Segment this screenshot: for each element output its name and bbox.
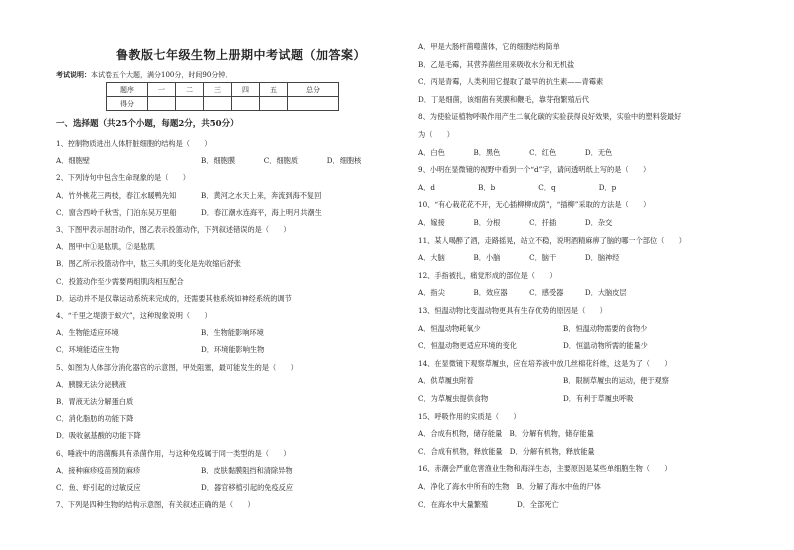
score-table-score-row [107, 97, 339, 111]
page-title: 鲁教版七年级生物上册期中考试题（加答案） [115, 48, 366, 62]
option-line [56, 207, 322, 218]
option-line [418, 323, 648, 334]
option-line [56, 156, 362, 166]
question-stem: 2、下列诗句中包含生命现象的是（ ） [56, 173, 190, 183]
question-line: 为（ ） [418, 130, 454, 139]
option-line [56, 328, 264, 338]
question-line: B．图乙所示投篮动作中，肱三头肌的变化是先收缩后舒张 [56, 259, 241, 269]
question-stem: 7、下列是四种生物的结构示意图，有关叙述正确的是（ ） [56, 500, 255, 510]
question-line: A．甲是大肠杆菌噬菌体，它的细胞结构简单 [418, 42, 560, 51]
score-cell-empty[interactable] [232, 97, 260, 111]
question-line: A．白色 B．黑色 C．红色 D．无色 [418, 147, 613, 157]
question-stem: 11、某人喝醉了酒，走路摇晃，站立不稳，说明酒精麻痹了脑的哪一个部位（ ） [418, 235, 686, 245]
option-text: D．有利于草履虫呼吸 [563, 394, 634, 403]
option-text: D．恒温动物所需的能量少 [563, 341, 648, 351]
score-cell: 二 [176, 83, 204, 97]
question-line: D．运动并不是仅靠运动系统来完成的，还需要其他系统如神经系统的调节 [56, 293, 292, 303]
question-stem: 14、在显微镜下观察草履虫，应在培养液中放几丝棉花纤维，这是为了（ ） [418, 358, 672, 368]
question-line: C．合成有机物，释放能量 D．分解有机物，释放能量 [418, 446, 595, 456]
score-cell-empty[interactable] [204, 97, 232, 111]
exam-note-label: 考试说明： [56, 70, 91, 79]
score-cell-empty[interactable] [176, 97, 204, 111]
section-heading: 一、选择题（共25个小题，每题2分，共50分） [56, 119, 239, 129]
option-text: B．生物能影响环境 [201, 328, 264, 338]
option-text: A．恒温动物耗氧少 [418, 323, 481, 333]
question-stem: 10、“有心栽花花不开，无心插柳柳成荫”，“插柳”采取的方法是（ ） [418, 200, 651, 210]
option-line [56, 483, 294, 493]
question-stem: 9、小明在显微镜的视野中看到一个“d”字，请问透明纸上写的是（ ） [418, 165, 651, 175]
question-line: A．合成有机物，储存能量 B．分解有机物，储存能量 [418, 429, 594, 439]
option-text: A．生物能适应环境 [56, 328, 119, 338]
question-stem: 16、赤潮会严重危害渔业生物和海洋生态，主要原因是某些单细胞生物（ ） [418, 464, 672, 474]
score-table [106, 82, 339, 111]
option-text: C．环境能适应生物 [56, 345, 120, 355]
score-cell: 一 [148, 83, 176, 97]
exam-note [56, 70, 232, 80]
question-line: A．净化了海水中所有的生物 B．分解了海水中鱼的尸体 [418, 482, 601, 491]
question-line: A．指尖 B．效应器 C．感受器 D．大脑皮层 [418, 288, 627, 298]
option-line [56, 190, 322, 201]
score-cell: 四 [232, 83, 260, 97]
option-text: A．细胞壁 [56, 156, 90, 166]
question-line: B．乙是毛霉，其营养菌丝用来吸收水分和无机盐 [418, 59, 575, 69]
option-line [56, 465, 293, 476]
question-stem: 5、如图为人体部分消化器官的示意图，甲处阻塞，最可能发生的是（ ） [56, 362, 298, 372]
question-line: A．大脑 B．小脑 C．脑干 D．脑神经 [418, 253, 620, 263]
question-stem: 1、控制物质进出人体肝脏细胞的结构是（ ） [56, 139, 212, 148]
question-line: A．胰腺无法分泌胰液 [56, 379, 126, 389]
question-stem: 3、下图甲表示屈肘动作，图乙表示投篮动作，下列叙述错误的是（ ） [56, 225, 291, 234]
score-cell: 三 [204, 83, 232, 97]
option-text: C．鱼、虾引起的过敏反应 [56, 483, 141, 492]
score-cell-empty[interactable] [260, 97, 288, 111]
option-text: B．细胞膜 C．细胞质 D．细胞核 [201, 156, 362, 166]
question-stem: 12、手指被扎，痛觉形成的部位是（ ） [418, 270, 557, 280]
question-stem: 15、呼吸作用的实质是（ ） [418, 411, 521, 421]
option-text: A．竹外桃花三两枝，春江水暖鸭先知 [56, 190, 177, 200]
question-line: C．丙是青霉，人类利用它提取了最早的抗生素——青霉素 [418, 77, 604, 87]
option-text: B．黄河之水天上来，奔流到海不复回 [201, 190, 322, 200]
score-cell: 五 [260, 83, 288, 97]
exam-note-text: 本试卷五个大题，满分100分，时间90分钟． [91, 71, 233, 79]
question-stem: 13、恒温动物比变温动物更具有生存优势的原因是（ ） [418, 306, 607, 315]
option-line [56, 345, 265, 355]
score-cell-empty[interactable] [148, 97, 176, 111]
question-line: D．丁是细菌，该细菌有荚膜和鞭毛，靠芽孢繁殖后代 [418, 94, 590, 104]
option-text: D．器官移植引起的免疫反应 [201, 483, 294, 492]
question-stem: 8、为使验证植物呼吸作用产生二氧化碳的实验获得良好效果，实验中的塑料袋最好 [418, 112, 682, 122]
question-line: A．图甲中①是肱肌，②是肱肌 [56, 242, 155, 252]
option-text: C．窗含西岭千秋雪，门泊东吴万里船 [56, 207, 177, 217]
option-text: A．供草履虫附着 [418, 376, 474, 386]
option-line [418, 376, 669, 386]
question-line: C．在海水中大量繁殖 D．全部死亡 [418, 499, 559, 509]
score-cell: 得分 [107, 97, 148, 111]
option-text: B．限制草履虫的运动，便于观察 [563, 376, 669, 386]
option-text: C．恒温动物更适应环境的变化 [418, 341, 517, 351]
question-stem: 6、唾液中的溶菌酶具有杀菌作用，与这种免疫属于同一类型的是（ ） [56, 448, 291, 458]
score-cell: 题序 [107, 83, 148, 97]
score-table-header-row [107, 83, 339, 97]
question-line: B．胃液无法分解蛋白质 [56, 397, 134, 406]
option-text: D．环境能影响生物 [201, 345, 265, 355]
question-line: D．吸收氨基酸的功能下降 [56, 431, 141, 441]
option-text: C．为草履虫提供食物 [418, 394, 489, 403]
question-line: C．投篮动作至少需要两组肌肉相互配合 [56, 276, 184, 286]
option-line [418, 341, 648, 351]
option-text: D．春江潮水连海平，海上明月共潮生 [201, 207, 322, 217]
score-cell-empty[interactable] [288, 97, 339, 111]
question-line: A．d B．b C．q D．p [418, 182, 617, 192]
question-stem: 4、“千里之堤溃于蚁穴”，这种现象说明（ ） [56, 311, 212, 320]
question-line: A．嫁接 B．分根 C．扦插 D．杂交 [418, 218, 613, 227]
question-line: C．消化脂肪的功能下降 [56, 414, 134, 424]
option-text: A．接种麻疹疫苗预防麻疹 [56, 465, 141, 475]
score-cell: 总分 [288, 83, 339, 97]
option-line [418, 394, 634, 404]
option-text: B．皮肤黏膜阻挡和清除异物 [201, 465, 293, 475]
option-text: B．恒温动物需要的食物少 [563, 323, 648, 333]
